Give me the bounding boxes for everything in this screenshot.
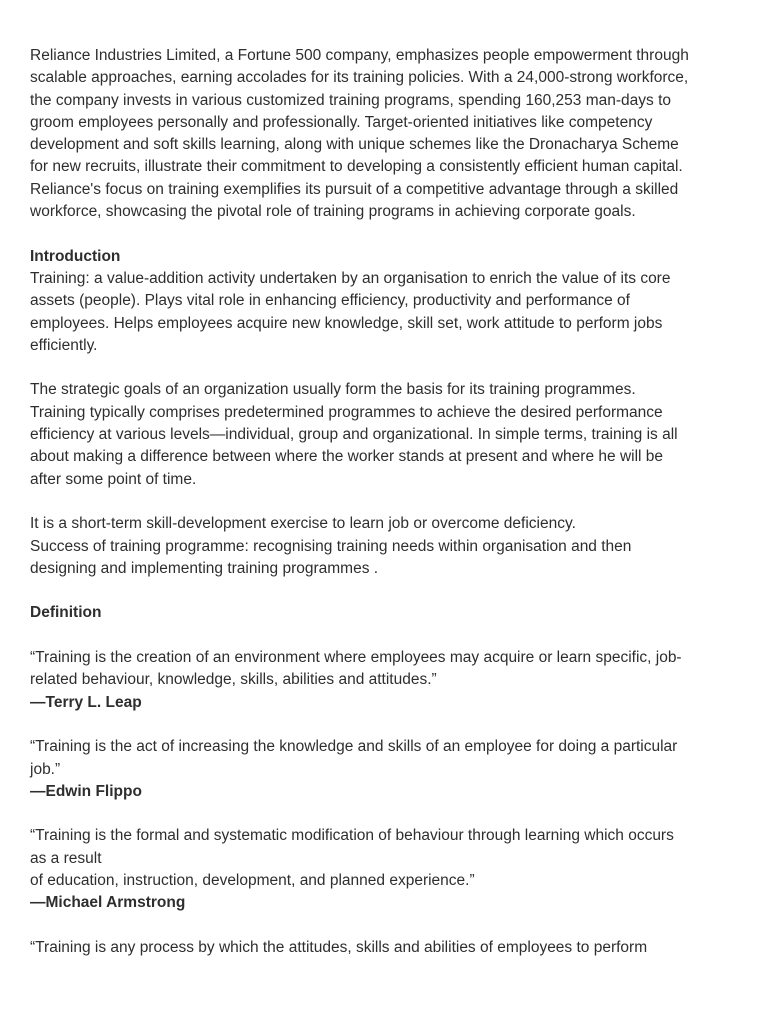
definition-heading: Definition [30,604,102,622]
text-line: efficiently. [30,336,98,354]
text-line: Success of training programme: recognising training needs within organisation and then [30,537,632,555]
text-line: groom employees personally and professionally. Target-oriented initiatives like competency [30,113,653,131]
text-line: the company invests in various customized training programs, spending 160,253 man-days to [30,91,672,109]
introduction-section [30,246,738,357]
quote-line: job.” [30,760,61,778]
quote-author: —Terry L. Leap [30,693,142,711]
text-line: scalable approaches, earning accolades for its training policies. With a 24,000-strong workforce, [30,69,689,87]
text-line: for new recruits, illustrate their commitment to developing a consistently efficient human capital. [30,158,683,176]
quote-author: —Edwin Flippo [30,782,142,800]
quote-author: —Michael Armstrong [30,894,186,912]
text-line: about making a difference between where the worker stands at present and where he will be [30,448,664,466]
definition-quote [30,736,738,803]
text-line: designing and implementing training programmes . [30,559,379,577]
text-line: employees. Helps employees acquire new knowledge, skill set, work attitude to perform jobs [30,314,663,332]
quote-line: “Training is any process by which the attitudes, skills and abilities of employees to perform [30,938,648,956]
text-line: Training typically comprises predetermined programmes to achieve the desired performance [30,403,663,421]
text-line: after some point of time. [30,470,197,488]
short-term-paragraph [30,513,738,580]
text-line: efficiency at various levels—individual, group and organizational. In simple terms, training is all [30,426,678,444]
quote-line: as a result [30,849,102,867]
introduction-heading: Introduction [30,247,121,265]
quote-line: “Training is the act of increasing the knowledge and skills of an employee for doing a particular [30,738,678,756]
text-line: workforce, showcasing the pivotal role of training programs in achieving corporate goals. [30,203,636,221]
definition-quote-partial [30,937,738,959]
quote-line: “Training is the formal and systematic modification of behaviour through learning which occurs [30,827,674,845]
definition-quote [30,647,738,714]
text-line: Reliance Industries Limited, a Fortune 500 company, emphasizes people empowerment through [30,47,689,64]
intro-paragraph [30,45,738,223]
text-line: The strategic goals of an organization usually form the basis for its training programmes. [30,381,636,399]
definition-quote [30,825,738,914]
text-line: It is a short-term skill-development exercise to learn job or overcome deficiency. [30,515,576,533]
text-line: Reliance's focus on training exemplifies its pursuit of a competitive advantage through a skilled [30,180,679,198]
definition-heading-block [30,602,738,624]
text-line: assets (people). Plays vital role in enhancing efficiency, productivity and performance of [30,292,630,310]
text-line: development and soft skills learning, along with unique schemes like the Dronacharya Scheme [30,136,679,154]
quote-line: “Training is the creation of an environment where employees may acquire or learn specific, job- [30,649,682,667]
text-line: Training: a value-addition activity undertaken by an organisation to enrich the value of its core [30,269,671,287]
quote-line: related behaviour, knowledge, skills, abilities and attitudes.” [30,671,437,689]
strategic-paragraph [30,379,738,490]
quote-line: of education, instruction, development, and planned experience.” [30,871,475,889]
